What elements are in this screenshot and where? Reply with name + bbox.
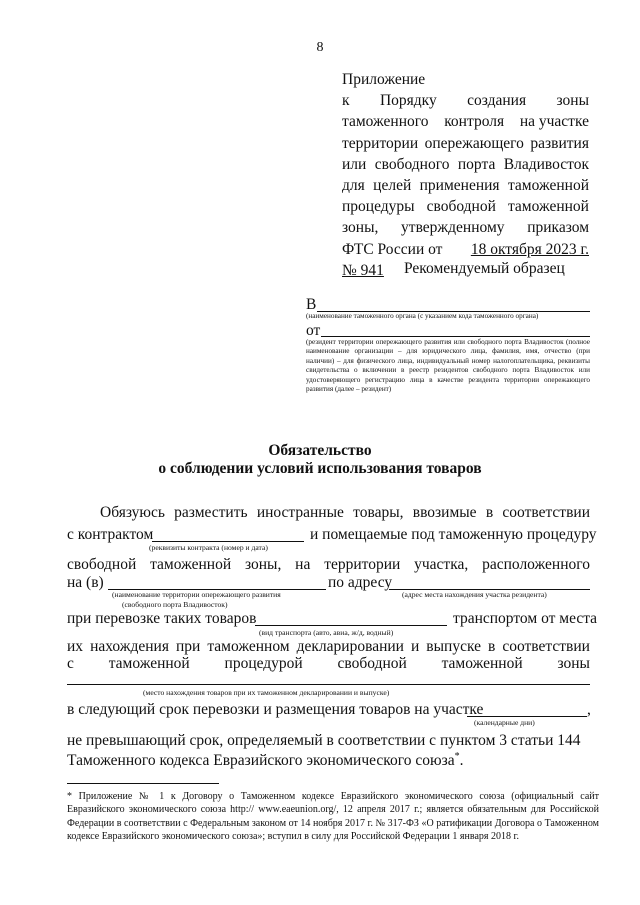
body-row-3 — [67, 556, 590, 574]
contract-caption: (реквизиты контракта (номер и дата) — [149, 543, 268, 552]
body-word: ввозимые — [412, 504, 477, 521]
territory-label: на (в) — [67, 574, 104, 591]
territory-caption: (наименование территории опережающего развития — [112, 590, 281, 599]
appendix-line — [342, 133, 589, 154]
appendix-word: целей — [373, 177, 412, 195]
body-word: в — [485, 504, 494, 521]
appendix-order-line — [342, 239, 589, 260]
body-word: таможенной — [150, 556, 232, 573]
body-word: зоны, — [244, 556, 282, 573]
body-word: таможенной — [441, 655, 523, 672]
appendix-word: свободного — [374, 155, 450, 173]
body-word: их — [67, 638, 84, 655]
days-field-line[interactable] — [467, 716, 587, 717]
footnote-mark: * — [454, 751, 460, 762]
body-row-10 — [67, 751, 463, 770]
appendix-word: опережающего — [424, 134, 524, 152]
transport-caption: (вид транспорта (авто, авиа, ж/д, водный) — [259, 628, 394, 637]
appendix-word: контроля — [444, 113, 505, 131]
body-word: участка, — [414, 556, 469, 573]
address-label: по адресу — [328, 574, 393, 591]
to-prefix: В — [306, 296, 317, 313]
body-word: выпуске — [426, 638, 481, 655]
appendix-line — [342, 154, 589, 175]
body-word: с — [67, 655, 74, 672]
footnote: * Приложение № 1 к Договору о Таможенном кодексе Евразийского экономического союза (официальный сайт Евразийского экономического союза http:// www.eaeunion.org/, 12 апреля 2017 г.; является обязательным для Российской Федерации в соответствии с Федеральным законом от 14 ноября 2017 г. № 317-ФЗ «О ратификации Договора о Таможенном кодексе Евразийского экономического союза»; вступил в силу для Российской Федерации 1 января 2018 г. — [67, 791, 599, 842]
body-word: территории — [324, 556, 401, 573]
from-caption: (резидент территории опережающего развития или свободного порта Владивосток (полное наименование организации – для юридического лица, фамилия, имя, отчество (при наличии) – для физического лица, индивидуальный номер налогоплательщика, реквизиты свидетельства о включении в реестр резидентов свободного порта Владивосток или удостоверяющего регистрацию лица в качестве резидента территории опережающего развития (далее – резидент) — [306, 338, 590, 394]
body-word: свободной — [337, 655, 407, 672]
document-subtitle: о соблюдении условий использования товаров — [158, 460, 482, 477]
appendix-line — [342, 69, 589, 90]
appendix-word: зоны — [556, 92, 589, 110]
appendix-word: на участке — [519, 113, 589, 131]
appendix-word: создания — [467, 92, 527, 110]
place-caption: (место нахождения товаров при их таможенном декларировании и выпуске) — [143, 688, 390, 697]
appendix-word: свободной — [426, 198, 496, 216]
recommended-sample-label: Рекомендуемый образец — [404, 260, 565, 277]
order-date: 18 октября 2023 г. — [470, 240, 589, 258]
appendix-word: порта — [457, 155, 496, 173]
appendix-line — [342, 217, 589, 238]
appendix-word: таможенного — [342, 113, 429, 131]
body-word: свободной — [67, 556, 137, 573]
body-word: при — [175, 638, 201, 655]
body-word: декларировании — [296, 638, 404, 655]
appendix-word: Приложение — [342, 71, 426, 88]
body-row-9: не превышающий срок, определяемый в соответствии с пунктом 3 статьи 144 — [67, 732, 581, 749]
code-reference: Таможенного кодекса Евразийского экономического союза — [67, 752, 455, 770]
body-word: и — [410, 638, 420, 655]
body-row-7 — [67, 655, 590, 673]
body-word: соответствии — [502, 638, 590, 655]
appendix-word: применения — [419, 177, 500, 195]
body-row-1 — [100, 504, 590, 522]
appendix-word: приказом — [527, 219, 589, 237]
from-prefix: от — [306, 322, 321, 339]
term-label: в следующий срок перевозки и размещения товаров на участке — [67, 701, 484, 718]
order-number: № 941 — [342, 261, 384, 279]
body-word: на — [295, 556, 311, 573]
appendix-line — [342, 90, 589, 111]
body-word: нахождения — [90, 638, 169, 655]
to-caption: (наименование таможенного органа (с указанием кода таможенного органа) — [306, 312, 539, 320]
contract-field-line[interactable] — [152, 541, 304, 542]
body-word: зоны — [557, 655, 590, 672]
appendix-header — [342, 69, 589, 281]
address-caption: (адрес места нахождения участка резидента) — [402, 590, 547, 599]
appendix-word: для — [342, 177, 365, 195]
order-prefix: ФТС России от — [342, 240, 443, 258]
appendix-word: утвержденному — [401, 219, 505, 237]
appendix-word: Порядку — [379, 92, 437, 110]
transport-field-line[interactable] — [255, 625, 447, 626]
procedure-text: и помещаемые под таможенную процедуру — [310, 526, 597, 543]
body-word: таможенном — [207, 638, 290, 655]
body-word: соответствии — [502, 504, 590, 521]
appendix-line — [342, 111, 589, 132]
port-caption: (свободного порта Владивосток) — [122, 600, 228, 609]
body-word: товары, — [353, 504, 404, 521]
appendix-word: таможенной — [507, 177, 589, 195]
appendix-word: развития — [530, 134, 589, 152]
contract-label: с контрактом — [67, 526, 154, 543]
from-field-line[interactable] — [321, 336, 590, 337]
appendix-word: зоны, — [342, 219, 379, 237]
appendix-word: к — [342, 92, 350, 110]
transport-text: транспортом от места — [453, 610, 598, 627]
appendix-word: территории — [342, 134, 419, 152]
body-row-6 — [67, 638, 590, 656]
appendix-word: процедуры — [342, 198, 415, 216]
appendix-line — [342, 175, 589, 196]
document-title: Обязательство — [268, 442, 372, 459]
body-word: иностранные — [256, 504, 344, 521]
place-field-line[interactable] — [67, 684, 590, 685]
period: . — [459, 752, 464, 770]
body-word: разместить — [174, 504, 248, 521]
body-word: Обязуюсь — [100, 504, 165, 521]
days-caption: (календарные дни) — [474, 718, 535, 727]
appendix-word: таможенной — [507, 198, 589, 216]
appendix-word: или — [342, 155, 367, 173]
body-word: процедурой — [224, 655, 303, 672]
page-number: 8 — [316, 40, 324, 55]
body-word: таможенной — [108, 655, 190, 672]
transport-label: при перевозке таких товаров — [67, 610, 257, 627]
body-word: расположенного — [482, 556, 590, 573]
appendix-line — [342, 196, 589, 217]
appendix-word: Владивосток — [503, 155, 589, 173]
footnote-separator — [67, 783, 219, 784]
term-comma: , — [587, 701, 591, 718]
body-word: в — [488, 638, 496, 655]
